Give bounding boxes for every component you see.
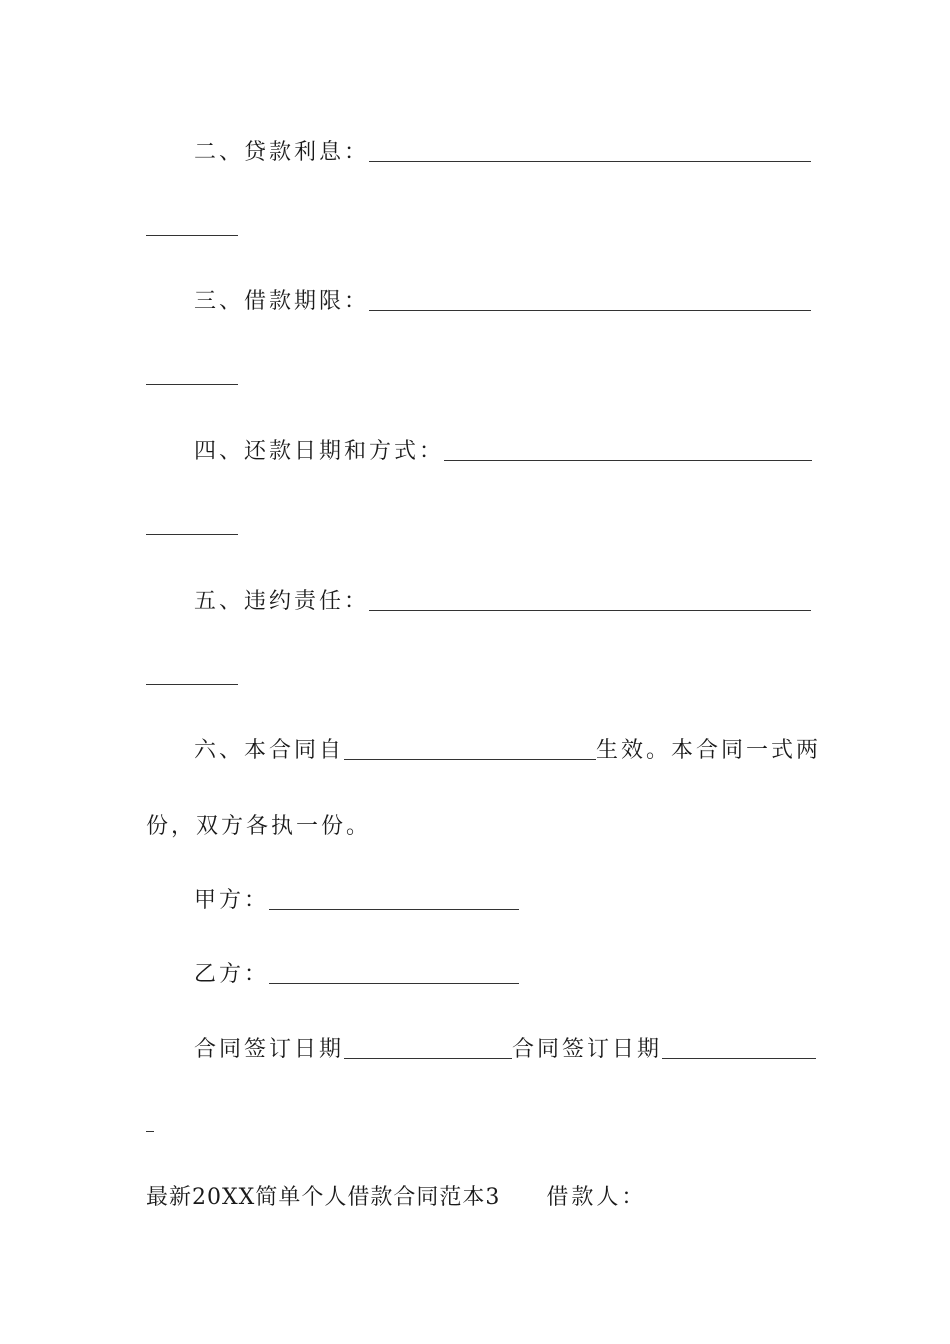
clause-interest-label: 二、贷款利息：	[194, 140, 370, 165]
party-a-label: 甲方：	[194, 888, 270, 913]
clause-effective-tail: 份，双方各执一份。	[146, 814, 372, 839]
clause-effective-start: 六、本合同自	[194, 738, 345, 763]
next-doc-title: 最新20XX简单个人借款合同范本3	[146, 1185, 501, 1210]
signing-date-blank-continued	[146, 1130, 154, 1132]
party-b-blank	[269, 982, 519, 984]
signing-date-a-label: 合同签订日期	[194, 1037, 345, 1062]
clause-repayment-label: 四、还款日期和方式：	[194, 439, 445, 464]
clause-term	[194, 285, 811, 315]
party-a-line	[194, 884, 519, 914]
party-a-blank	[269, 908, 519, 910]
repayment-blank-continued	[146, 533, 238, 535]
clause-effective	[194, 734, 821, 764]
clause-term-label: 三、借款期限：	[194, 289, 370, 314]
breach-blank-continued	[146, 683, 238, 685]
interest-blank	[369, 160, 811, 162]
interest-blank-continued	[146, 234, 238, 236]
term-blank-continued	[146, 383, 238, 385]
signing-date-a-blank	[344, 1057, 512, 1059]
signing-date-line	[194, 1033, 816, 1063]
effective-date-blank	[344, 758, 596, 760]
clause-effective-end: 生效。本合同一式两	[596, 738, 822, 763]
signing-date-b-label: 合同签订日期	[512, 1037, 663, 1062]
clause-breach-label: 五、违约责任：	[194, 589, 370, 614]
clause-repayment	[194, 435, 812, 465]
clause-breach	[194, 585, 811, 615]
party-b-line	[194, 958, 519, 988]
repayment-blank	[444, 459, 812, 461]
next-doc-line	[146, 1181, 646, 1211]
clause-interest	[194, 136, 811, 166]
borrower-label: 借款人：	[546, 1185, 647, 1210]
breach-blank	[369, 609, 811, 611]
party-b-label: 乙方：	[194, 962, 270, 987]
clause-effective-continued	[146, 810, 371, 840]
signing-date-b-blank	[662, 1057, 816, 1059]
term-blank	[369, 309, 811, 311]
